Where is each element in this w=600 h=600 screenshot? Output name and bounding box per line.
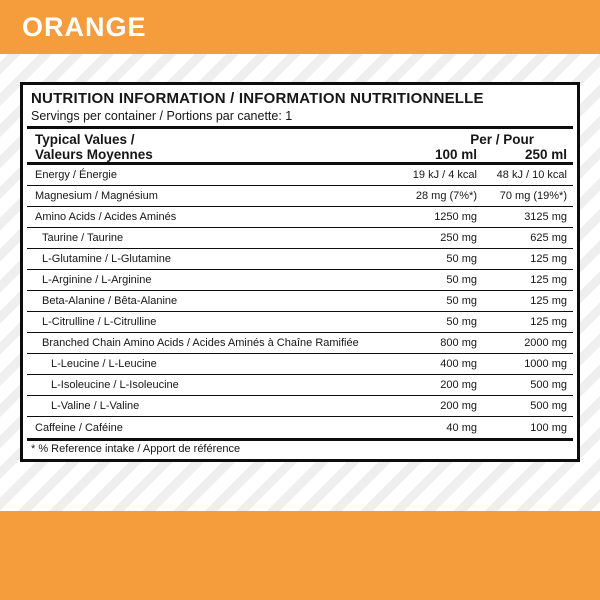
row-value-per-250ml: 125 mg (530, 274, 567, 286)
row-nutrient-name: Amino Acids / Acides Aminés (35, 211, 177, 223)
row-value-per-250ml: 125 mg (530, 316, 567, 328)
row-value-per-100ml: 400 mg (440, 358, 477, 370)
row-value-per-100ml: 19 kJ / 4 kcal (412, 169, 477, 181)
row-nutrient-name: L-Leucine / L-Leucine (51, 358, 157, 370)
per-columns-header (387, 132, 567, 162)
row-value-per-100ml: 50 mg (446, 253, 477, 265)
row-value-per-100ml: 50 mg (446, 295, 477, 307)
row-value-per-100ml: 200 mg (440, 400, 477, 412)
row-nutrient-name: Beta-Alanine / Bêta-Alanine (42, 295, 178, 307)
row-value-per-100ml: 28 mg (7%*) (415, 190, 477, 202)
row-value-per-250ml: 500 mg (530, 379, 567, 391)
row-value-per-250ml: 500 mg (530, 400, 567, 412)
typical-values-header (35, 132, 153, 162)
row-value-per-100ml: 1250 mg (434, 211, 477, 223)
table-row (27, 270, 573, 291)
row-value-per-100ml: 50 mg (446, 274, 477, 286)
row-nutrient-name: L-Glutamine / L-Glutamine (42, 253, 171, 265)
row-value-per-250ml: 1000 mg (524, 358, 567, 370)
table-rows (23, 165, 577, 438)
table-row (27, 207, 573, 228)
table-row (27, 354, 573, 375)
row-value-per-100ml: 200 mg (440, 379, 477, 391)
flavor-name: ORANGE (22, 12, 147, 42)
column-headers (387, 147, 567, 162)
table-header-row (27, 129, 573, 162)
table-row (27, 186, 573, 207)
table-row (27, 228, 573, 249)
row-nutrient-name: Magnesium / Magnésium (35, 190, 158, 202)
table-row (27, 249, 573, 270)
row-value-per-250ml: 125 mg (530, 253, 567, 265)
per-pour-label: Per / Pour (470, 132, 534, 147)
table-row (27, 333, 573, 354)
row-value-per-250ml: 48 kJ / 10 kcal (496, 169, 567, 181)
typical-values-en: Typical Values / (35, 132, 135, 147)
table-row (27, 375, 573, 396)
col-header-100ml: 100 ml (434, 147, 477, 162)
row-nutrient-name: Caffeine / Caféine (35, 421, 123, 434)
table-title: NUTRITION INFORMATION / INFORMATION NUTRITIONNELLE (31, 90, 484, 107)
typical-values-fr: Valeurs Moyennes (35, 147, 153, 162)
row-value-per-250ml: 625 mg (530, 232, 567, 244)
reference-intake-footnote: * % Reference intake / Apport de référence (31, 443, 241, 455)
row-value-per-100ml: 40 mg (446, 421, 477, 434)
row-value-per-250ml: 125 mg (530, 295, 567, 307)
row-nutrient-name: L-Citrulline / L-Citrulline (42, 316, 157, 328)
row-nutrient-name: L-Arginine / L-Arginine (42, 274, 152, 286)
col-header-250ml: 250 ml (524, 147, 567, 162)
flavor-bar (0, 0, 600, 54)
table-row (27, 291, 573, 312)
row-nutrient-name: L-Isoleucine / L-Isoleucine (51, 379, 179, 391)
row-nutrient-name: Energy / Énergie (35, 169, 117, 181)
table-title-block (23, 85, 577, 126)
row-value-per-100ml: 250 mg (440, 232, 477, 244)
table-row (27, 417, 573, 438)
nutrition-table (20, 82, 580, 462)
table-row (27, 396, 573, 417)
servings-line: Servings per container / Portions par canette: 1 (31, 109, 293, 123)
row-value-per-250ml: 2000 mg (524, 337, 567, 349)
row-nutrient-name: Taurine / Taurine (42, 232, 124, 244)
row-nutrient-name: Branched Chain Amino Acids / Acides Aminés à Chaîne Ramifiée (42, 337, 359, 349)
table-row (27, 165, 573, 186)
row-value-per-100ml: 50 mg (446, 316, 477, 328)
row-value-per-100ml: 800 mg (440, 337, 477, 349)
row-value-per-250ml: 100 mg (530, 421, 567, 434)
row-value-per-250ml: 70 mg (19%*) (499, 190, 567, 202)
row-value-per-250ml: 3125 mg (524, 211, 567, 223)
table-row (27, 312, 573, 333)
bottom-color-block (0, 511, 600, 600)
row-nutrient-name: L-Valine / L-Valine (51, 400, 140, 412)
